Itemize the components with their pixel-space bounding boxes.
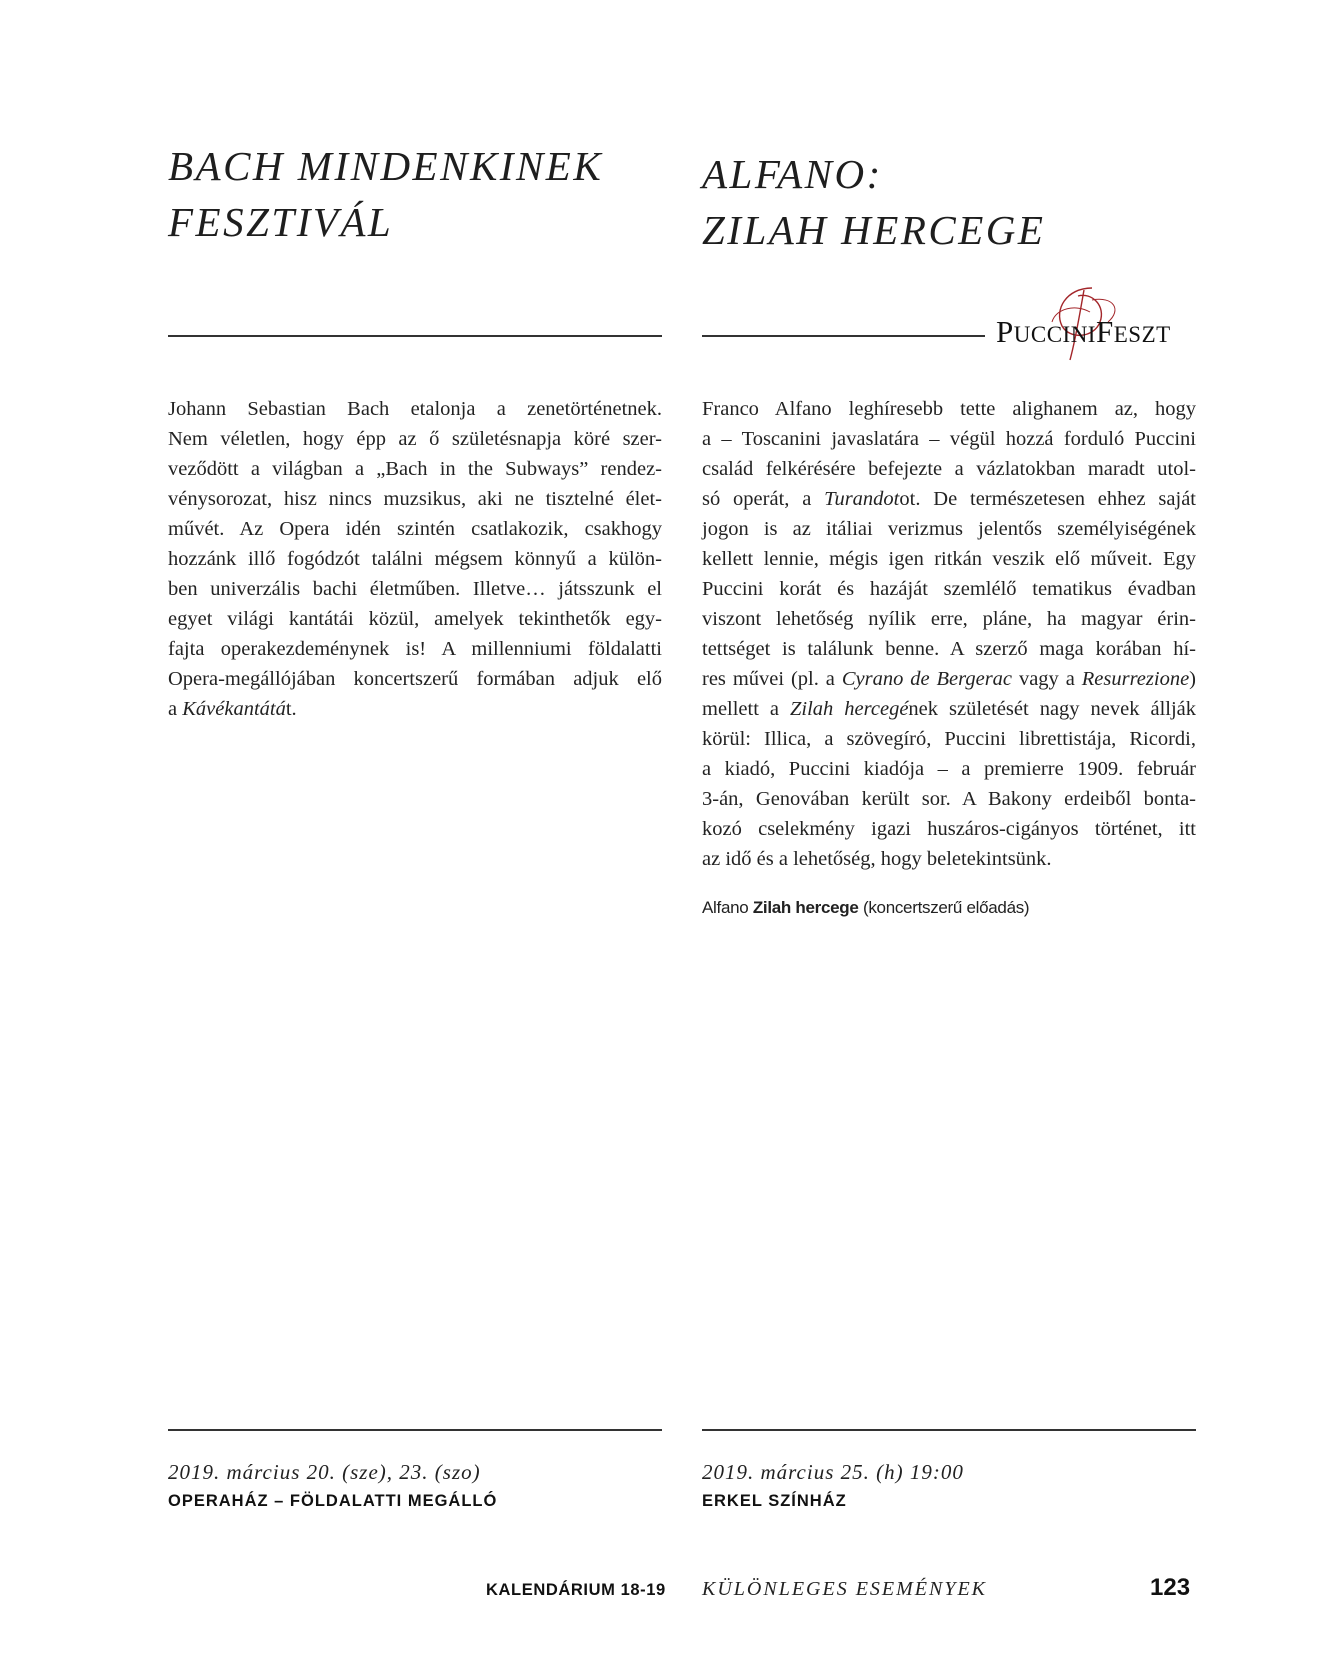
- composer: Alfano: [702, 898, 749, 917]
- text-line: a kiadó, Puccini kiadója – a premierre 1909. február: [702, 758, 1196, 780]
- work-title: Cyrano de Bergerac: [841, 668, 1013, 690]
- text-line: vénysorozat, hisz nincs muzsikus, aki ne tisztelné élet-: [168, 488, 662, 510]
- text-line: res művei (pl. a Cyrano de Bergerac vagy a Resurrezione): [702, 668, 1196, 690]
- divider: [702, 335, 985, 337]
- text-line: Nem véletlen, hogy épp az ő születésnapja köré szer-: [168, 428, 662, 450]
- divider: [702, 1429, 1196, 1431]
- text-line: Johann Sebastian Bach etalonja a zenetörténetnek.: [168, 398, 662, 420]
- work-title: Kávékantátá: [182, 698, 286, 720]
- event-venue: OPERAHÁZ – FÖLDALATTI MEGÁLLÓ: [168, 1492, 498, 1510]
- text-line: fajta operakezdeménynek is! A millenniumi földalatti: [168, 638, 662, 660]
- text-line: a – Toscanini javaslatára – végül hozzá forduló Puccini: [702, 428, 1196, 450]
- text-line: só operát, a Turandotot. De természetesen ehhez saját: [702, 488, 1196, 510]
- divider: [168, 335, 662, 337]
- work-title: Turandot: [824, 488, 900, 510]
- puccini-feszt-logo: [996, 282, 1196, 362]
- logo-wordmark: PUCCINIFESZT: [996, 314, 1171, 349]
- event-venue: ERKEL SZÍNHÁZ: [702, 1492, 847, 1510]
- title-line: ZILAH HERCEGE: [702, 207, 1046, 253]
- text-line: körül: Illica, a szövegíró, Puccini librettistája, Ricordi,: [702, 728, 1196, 750]
- performance-note: (koncertszerű előadás): [862, 898, 1030, 917]
- text-line: Franco Alfano leghíresebb tette alighanem az, hogy: [702, 398, 1196, 420]
- text-line: tettséget is találunk benne. A szerző maga korában hí-: [702, 638, 1196, 660]
- title-line: ALFANO:: [702, 151, 883, 197]
- text-line: mellett a Zilah hercegének születését nagy nevek állják: [702, 698, 1197, 720]
- event-date: 2019. március 20. (sze), 23. (szo): [168, 1460, 481, 1484]
- text-line: kellett lennie, mégis igen ritkán veszik elő műveit. Egy: [702, 548, 1196, 570]
- alfano-title: [702, 146, 1045, 258]
- text-line: Puccini korát és hazáját szemlélő tematikus évadban: [702, 578, 1196, 600]
- work-name: Zilah hercege: [752, 898, 859, 917]
- bach-festival-body: [168, 394, 662, 724]
- work-title: Resurrezione: [1081, 668, 1190, 690]
- page-number: 123: [1150, 1574, 1191, 1601]
- alfano-body: [702, 394, 1196, 874]
- text-line: hozzánk illő fogódzót találni mégsem könnyű a külön-: [168, 548, 662, 570]
- event-date: 2019. március 25. (h) 19:00: [702, 1460, 964, 1484]
- work-title: Zilah hercegé: [790, 698, 909, 720]
- text-line: az idő és a lehetőség, hogy beletekintsünk.: [702, 848, 1052, 870]
- performance-credit: [702, 898, 1029, 918]
- text-line: veződött a világban a „Bach in the Subways” rendez-: [168, 458, 662, 480]
- text-line: ben univerzális bachi életműben. Illetve… játsszunk el: [168, 578, 662, 600]
- text-line: kozó cselekmény igazi huszáros-cigányos történet, itt: [702, 818, 1196, 840]
- text-line: 3-án, Genovában került sor. A Bakony erdeiből bonta-: [702, 788, 1196, 810]
- footer-section: KÜLÖNLEGES ESEMÉNYEK: [702, 1578, 988, 1600]
- divider: [168, 1429, 662, 1431]
- text-line: viszont lehetőség nyílik erre, pláne, ha magyar érin-: [702, 608, 1196, 630]
- text-line: jogon is az itáliai verizmus jelentős személyiségének: [702, 518, 1196, 540]
- text-line: család felkérésére befejezte a vázlatokban maradt utol-: [702, 458, 1196, 480]
- bach-festival-title: [168, 138, 603, 250]
- text-line: művét. Az Opera idén szintén csatlakozik, csakhogy: [168, 518, 662, 540]
- title-line: BACH MINDENKINEK: [168, 143, 604, 189]
- text-line: a Kávékantátát.: [168, 698, 297, 720]
- text-line: Opera-megállójában koncertszerű formában adjuk elő: [168, 668, 662, 690]
- text-line: egyet világi kantátái közül, amelyek tekinthetők egy-: [168, 608, 662, 630]
- footer-brand: KALENDÁRIUM 18-19: [486, 1581, 666, 1599]
- title-line: FESZTIVÁL: [168, 199, 394, 245]
